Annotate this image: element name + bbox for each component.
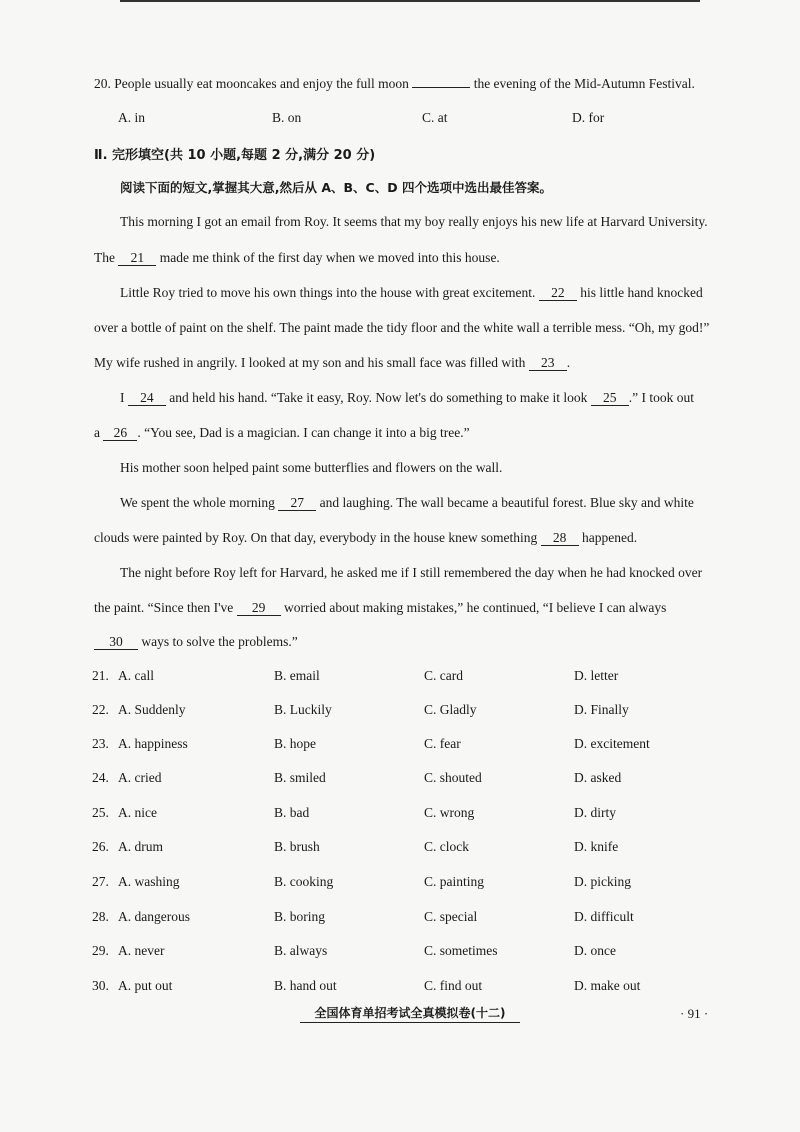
option-a[interactable]: A. drum [118, 839, 163, 854]
option-d[interactable]: D. asked [574, 770, 622, 785]
top-rule [120, 0, 700, 2]
option-c[interactable]: C. Gladly [424, 702, 477, 717]
blank-27[interactable]: 27 [278, 496, 316, 511]
option-d[interactable]: D. knife [574, 839, 619, 854]
option-d[interactable]: D. dirty [574, 805, 616, 820]
option-b[interactable]: B. bad [274, 805, 310, 820]
question-row [0, 909, 800, 929]
passage-text: My wife rushed in angrily. I looked at my son and his small face was filled with [94, 355, 526, 370]
option-b[interactable]: B. cooking [274, 874, 334, 889]
passage-text: Little Roy tried to move his own things into the house with great excitement. [120, 285, 536, 300]
answer-blank[interactable] [412, 87, 470, 88]
passage-text: clouds were painted by Roy. On that day, everybody in the house knew something [94, 530, 538, 545]
passage-text: and held his hand. “Take it easy, Roy. Now let's do something to make it look [169, 390, 588, 405]
option-a[interactable]: A. nice [118, 805, 157, 820]
question-number: 24. [92, 770, 109, 785]
option-a[interactable]: A. never [118, 943, 165, 958]
passage-line [94, 425, 470, 441]
passage-line [94, 634, 298, 650]
q20-options [0, 110, 800, 130]
passage-text: a [94, 425, 100, 440]
option-c[interactable]: C. clock [424, 839, 469, 854]
option-a[interactable]: A. happiness [118, 736, 188, 751]
blank-23[interactable]: 23 [529, 356, 567, 371]
question-number: 30. [92, 978, 109, 993]
option-b[interactable]: B. hope [274, 736, 316, 751]
passage-text: The [94, 250, 115, 265]
question-number: 21. [92, 668, 109, 683]
option-d[interactable]: D. excitement [574, 736, 650, 751]
passage-line [120, 285, 703, 301]
passage-text: . “You see, Dad is a magician. I can change it into a big tree.” [137, 425, 470, 440]
passage-line [120, 495, 694, 511]
question-number: 23. [92, 736, 109, 751]
passage-text: ways to solve the problems.” [141, 634, 298, 649]
option-c[interactable]: C. shouted [424, 770, 482, 785]
question-number: 22. [92, 702, 109, 717]
blank-28[interactable]: 28 [541, 531, 579, 546]
passage-text: We spent the whole morning [120, 495, 275, 510]
option-c[interactable]: C. fear [424, 736, 461, 751]
passage-line [120, 390, 694, 406]
question-row [0, 736, 800, 756]
blank-26[interactable]: 26 [103, 426, 137, 441]
option-d[interactable]: D. picking [574, 874, 631, 889]
passage-text: I [120, 390, 125, 405]
option-b[interactable]: B. email [274, 668, 320, 683]
question-number: 28. [92, 909, 109, 924]
passage-line: over a bottle of paint on the shelf. The paint made the tidy floor and the white wall a terrible mess. “Oh, my god!” [94, 320, 710, 335]
passage-line [94, 600, 666, 616]
passage-text: happened. [582, 530, 638, 545]
footer-rule [300, 1022, 520, 1023]
question-row [0, 805, 800, 825]
option-b[interactable]: B. on [272, 110, 302, 125]
passage-text: the paint. “Since then I've [94, 600, 234, 615]
question-row [0, 770, 800, 790]
option-c[interactable]: C. at [422, 110, 448, 125]
option-c[interactable]: C. wrong [424, 805, 475, 820]
option-d[interactable]: D. make out [574, 978, 641, 993]
option-b[interactable]: B. smiled [274, 770, 326, 785]
passage-line: His mother soon helped paint some butterflies and flowers on the wall. [120, 460, 503, 475]
question-number: 25. [92, 805, 109, 820]
footer-title: 全国体育单招考试全真模拟卷(十二) [314, 1006, 506, 1020]
option-c[interactable]: C. special [424, 909, 478, 924]
option-d[interactable]: D. Finally [574, 702, 629, 717]
option-a[interactable]: A. cried [118, 770, 162, 785]
question-row [0, 668, 800, 688]
blank-22[interactable]: 22 [539, 286, 577, 301]
question-number: 20. [94, 76, 111, 91]
option-d[interactable]: D. difficult [574, 909, 634, 924]
question-row [0, 874, 800, 894]
passage-text: . [566, 355, 571, 370]
question-row [0, 702, 800, 722]
option-a[interactable]: A. in [118, 110, 145, 125]
passage-line: The night before Roy left for Harvard, he asked me if I still remembered the day when he had knocked over [120, 565, 703, 580]
option-a[interactable]: A. Suddenly [118, 702, 186, 717]
question-number: 27. [92, 874, 109, 889]
passage-text: worried about making mistakes,” he continued, “I believe I can always [284, 600, 667, 615]
passage-text: .” I took out [628, 390, 695, 405]
option-c[interactable]: C. find out [424, 978, 483, 993]
question-row [0, 943, 800, 963]
option-c[interactable]: C. sometimes [424, 943, 498, 958]
blank-30[interactable]: 30 [94, 635, 138, 650]
section-instruction: 阅读下面的短文,掌握其大意,然后从 A、B、C、D 四个选项中选出最佳答案。 [120, 180, 552, 195]
question-number: 29. [92, 943, 109, 958]
section-heading: Ⅱ. 完形填空(共 10 小题,每题 2 分,满分 20 分) [94, 148, 376, 163]
question-text: the evening of the Mid-Autumn Festival. [473, 76, 695, 91]
option-a[interactable]: A. put out [118, 978, 173, 993]
option-d[interactable]: D. letter [574, 668, 619, 683]
question-20 [94, 76, 695, 92]
option-c[interactable]: C. card [424, 668, 463, 683]
option-c[interactable]: C. painting [424, 874, 484, 889]
passage-text: his little hand knocked [580, 285, 703, 300]
option-b[interactable]: B. brush [274, 839, 320, 854]
blank-21[interactable]: 21 [118, 251, 156, 266]
option-b[interactable]: B. hand out [274, 978, 337, 993]
question-row [0, 978, 800, 998]
blank-25[interactable]: 25 [591, 391, 629, 406]
question-row [0, 839, 800, 859]
option-d[interactable]: D. for [572, 110, 605, 125]
passage-line [94, 250, 500, 266]
option-a[interactable]: A. call [118, 668, 154, 683]
option-b[interactable]: B. boring [274, 909, 326, 924]
passage-line: This morning I got an email from Roy. It seems that my boy really enjoys his new life at Harvard University. [120, 214, 708, 229]
passage-line [94, 530, 637, 546]
blank-24[interactable]: 24 [128, 391, 166, 406]
option-a[interactable]: A. washing [118, 874, 180, 889]
passage-text: and laughing. The wall became a beautiful forest. Blue sky and white [319, 495, 694, 510]
option-b[interactable]: B. always [274, 943, 328, 958]
blank-29[interactable]: 29 [237, 601, 281, 616]
question-text: People usually eat mooncakes and enjoy the full moon [114, 76, 409, 91]
passage-line [94, 355, 570, 371]
question-number: 26. [92, 839, 109, 854]
page-number: · 91 · [680, 1006, 709, 1021]
option-d[interactable]: D. once [574, 943, 616, 958]
passage-text: made me think of the first day when we moved into this house. [159, 250, 500, 265]
option-a[interactable]: A. dangerous [118, 909, 190, 924]
option-b[interactable]: B. Luckily [274, 702, 332, 717]
